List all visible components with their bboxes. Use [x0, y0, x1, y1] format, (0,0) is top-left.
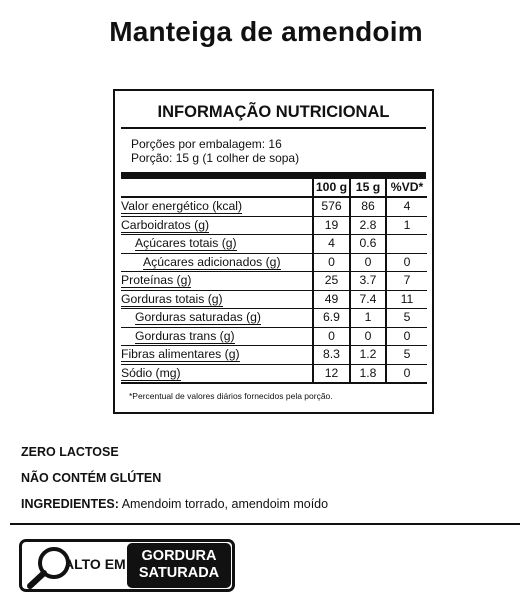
section-divider	[10, 523, 520, 525]
cell-15g: 0.6	[350, 235, 386, 254]
thick-divider	[121, 172, 426, 179]
table-row	[121, 235, 427, 254]
row-label: Gorduras totais (g)	[121, 291, 223, 306]
servings-per-package: Porções por embalagem: 16	[131, 137, 282, 151]
nutrition-heading: INFORMAÇÃO NUTRICIONAL	[157, 103, 390, 121]
cell-100g: 6.9	[313, 309, 350, 328]
cell-100g: 8.3	[313, 346, 350, 365]
table-row	[121, 364, 427, 383]
row-label: Carboidratos (g)	[121, 217, 210, 232]
table-row	[121, 272, 427, 291]
table-row	[121, 346, 427, 365]
cell-100g: 25	[313, 272, 350, 291]
cell-100g: 12	[313, 364, 350, 383]
cell-15g: 86	[350, 197, 386, 216]
cell-vd: 11	[386, 290, 427, 309]
nutrition-facts-panel	[113, 89, 434, 414]
row-label: Valor energético (kcal)	[121, 199, 243, 214]
table-row	[121, 216, 427, 235]
gluten-claim: NÃO CONTÉM GLÚTEN	[21, 471, 162, 485]
seal-line-2: SATURADA	[138, 565, 220, 581]
table-header-row	[121, 179, 427, 197]
heading-divider	[121, 127, 426, 129]
row-label: Açúcares adicionados (g)	[143, 254, 281, 269]
cell-100g: 576	[313, 197, 350, 216]
table-row	[121, 290, 427, 309]
cell-vd: 1	[386, 216, 427, 235]
serving-size: Porção: 15 g (1 colher de sopa)	[131, 151, 300, 165]
cell-15g: 0	[350, 327, 386, 346]
row-label: Sódio (mg)	[121, 365, 181, 380]
table-row	[121, 327, 427, 346]
cell-15g: 2.8	[350, 216, 386, 235]
lactose-claim: ZERO LACTOSE	[21, 445, 119, 459]
product-title: Manteiga de amendoim	[109, 16, 423, 47]
cell-15g: 1.8	[350, 364, 386, 383]
cell-vd: 7	[386, 272, 427, 291]
seal-nutrient-box	[127, 543, 231, 588]
cell-vd	[386, 235, 427, 254]
header-blank	[121, 179, 313, 197]
row-label: Gorduras trans (g)	[135, 328, 235, 343]
header-100g: 100 g	[313, 179, 350, 197]
front-warning-seal	[19, 539, 235, 592]
table-row	[121, 309, 427, 328]
cell-vd: 5	[386, 346, 427, 365]
seal-line-1: GORDURA	[141, 548, 217, 564]
cell-vd: 0	[386, 327, 427, 346]
footnote: *Percentual de valores diários fornecidos pela porção.	[129, 391, 333, 401]
cell-100g: 4	[313, 235, 350, 254]
cell-15g: 1	[350, 309, 386, 328]
cell-vd: 0	[386, 253, 427, 272]
seal-prefix: ALTO EM	[64, 556, 126, 572]
cell-vd: 0	[386, 364, 427, 383]
ingredients-text: Amendoim torrado, amendoim moído	[118, 497, 329, 511]
cell-15g: 1.2	[350, 346, 386, 365]
cell-vd: 4	[386, 197, 427, 216]
header-15g: 15 g	[350, 179, 386, 197]
serving-info	[131, 137, 299, 165]
cell-vd: 5	[386, 309, 427, 328]
row-label: Açúcares totais (g)	[135, 236, 237, 251]
row-label: Fibras alimentares (g)	[121, 347, 240, 362]
cell-15g: 0	[350, 253, 386, 272]
table-row	[121, 253, 427, 272]
cell-15g: 7.4	[350, 290, 386, 309]
cell-100g: 0	[313, 327, 350, 346]
ingredients-line	[21, 497, 328, 511]
ingredients-label: INGREDIENTES:	[21, 497, 119, 511]
cell-100g: 19	[313, 216, 350, 235]
row-label: Proteínas (g)	[121, 273, 192, 288]
cell-100g: 0	[313, 253, 350, 272]
table-row	[121, 197, 427, 216]
cell-15g: 3.7	[350, 272, 386, 291]
nutrition-table	[121, 179, 427, 384]
row-label: Gorduras saturadas (g)	[135, 310, 261, 325]
cell-100g: 49	[313, 290, 350, 309]
header-vd: %VD*	[386, 179, 427, 197]
